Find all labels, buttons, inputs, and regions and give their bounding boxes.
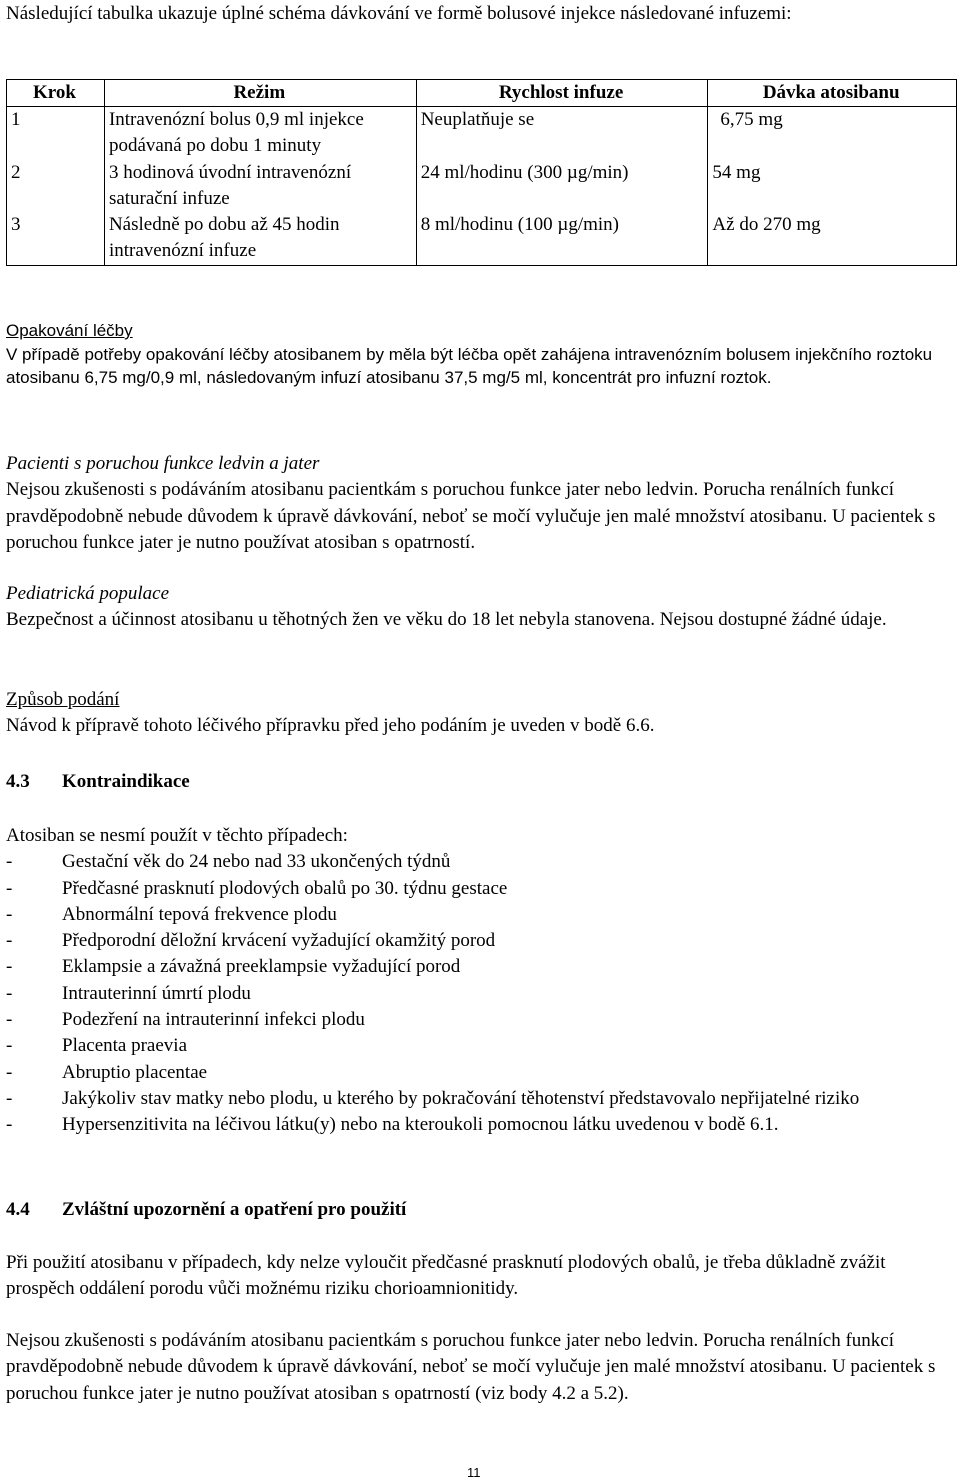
cell-rate: 24 ml/hodinu (300 µg/min) bbox=[416, 160, 708, 213]
list-item: - Abruptio placentae bbox=[6, 1061, 208, 1083]
administration-section bbox=[6, 687, 951, 740]
cell-step: 3 bbox=[7, 212, 105, 265]
cell-rate: Neuplatňuje se bbox=[416, 107, 708, 160]
contraindications-lead: Atosiban se nesmí použít v těchto případech: bbox=[6, 825, 348, 846]
list-item: - Placenta praevia bbox=[6, 1035, 188, 1057]
warnings-paragraph-2: Nejsou zkušenosti s podáváním atosibanu pacientkám s poruchou funkce jater nebo ledvin. Porucha renálních funkcí pravděpodobně nebude důvodem k úpravě dávkování, neboť se močí vylučuje jen malé množství atosibanu. U pacientek s poruchou funkce jater je nutno používat atosiban s opatrností (viz body 4.2 a 5.2). bbox=[6, 1330, 936, 1404]
cell-step: 2 bbox=[7, 160, 105, 213]
list-item: - Hypersenzitivita na léčivou látku(y) nebo na kteroukoli pomocnou látku uvedenou v bodě 6.1. bbox=[6, 1114, 779, 1136]
intro-paragraph: Následující tabulka ukazuje úplné schéma dávkování ve formě bolusové injekce následované infuzemi: bbox=[6, 3, 792, 24]
cell-regime: Intravenózní bolus 0,9 ml injekce podávaná po dobu 1 minuty bbox=[104, 107, 416, 160]
header-rate: Rychlost infuze bbox=[416, 80, 708, 107]
cell-dose: 6,75 mg bbox=[708, 107, 957, 160]
section-title: Zvláštní upozornění a opatření pro použití bbox=[62, 1199, 407, 1220]
pediatric-section bbox=[6, 581, 951, 634]
page-number: 11 bbox=[467, 1465, 481, 1480]
list-item: - Předčasné prasknutí plodových obalů po 30. týdnu gestace bbox=[6, 877, 508, 899]
administration-heading: Způsob podání bbox=[6, 689, 120, 710]
list-item: - Jakýkoliv stav matky nebo plodu, u kterého by pokračování těhotenství představovalo nepřijatelné riziko bbox=[6, 1087, 860, 1109]
repeat-treatment-heading: Opakování léčby bbox=[6, 321, 133, 340]
list-item: - Intrauterinní úmrtí plodu bbox=[6, 982, 251, 1004]
header-regime: Režim bbox=[104, 80, 416, 107]
section-title: Kontraindikace bbox=[62, 771, 190, 792]
cell-rate: 8 ml/hodinu (100 µg/min) bbox=[416, 212, 708, 265]
cell-regime: Následně po dobu až 45 hodin intravenózní infuze bbox=[104, 212, 416, 265]
pediatric-heading: Pediatrická populace bbox=[6, 583, 170, 604]
header-dose: Dávka atosibanu bbox=[708, 80, 957, 107]
pediatric-text: Bezpečnost a účinnost atosibanu u těhotných žen ve věku do 18 let nebyla stanovena. Nejsou dostupné žádné údaje. bbox=[6, 609, 887, 631]
administration-text: Návod k přípravě tohoto léčivého přípravku před jeho podáním je uveden v bodě 6.6. bbox=[6, 715, 655, 737]
contraindications-section bbox=[6, 823, 951, 1139]
renal-hepatic-section bbox=[6, 451, 951, 556]
cell-step: 1 bbox=[7, 107, 105, 160]
list-item: - Eklampsie a závažná preeklampsie vyžadující porod bbox=[6, 956, 461, 978]
table-row bbox=[7, 160, 957, 213]
cell-regime: 3 hodinová úvodní intravenózní saturační infuze bbox=[104, 160, 416, 213]
section-number: 4.3 bbox=[6, 771, 30, 792]
list-item: - Podezření na intrauterinní infekci plodu bbox=[6, 1009, 365, 1031]
table-row bbox=[7, 212, 957, 265]
list-item: - Předporodní děložní krvácení vyžadující okamžitý porod bbox=[6, 930, 496, 952]
renal-hepatic-text: Nejsou zkušenosti s podáváním atosibanu pacientkám s poruchou funkce jater nebo ledvin. Porucha renálních funkcí pravděpodobně nebude důvodem k úpravě dávkování, neboť se močí vylučuje jen malé množství atosibanu. U pacientek s poruchou funkce jater je nutno používat atosiban s opatrností. bbox=[6, 479, 936, 553]
table-header-row bbox=[7, 80, 957, 107]
section-number: 4.4 bbox=[6, 1199, 30, 1220]
header-step: Krok bbox=[7, 80, 105, 107]
repeat-treatment-section bbox=[6, 319, 951, 390]
list-item: - Abnormální tepová frekvence plodu bbox=[6, 903, 337, 925]
warnings-paragraph-1: Při použití atosibanu v případech, kdy nelze vyloučit předčasné prasknutí plodových obalů, je třeba důkladně zvážit prospěch oddálení porodu vůči možnému riziku chorioamnionitidy. bbox=[6, 1252, 886, 1300]
section-4-4-heading bbox=[6, 1197, 951, 1223]
section-4-3-heading bbox=[6, 769, 951, 795]
contraindications-list bbox=[6, 849, 951, 1138]
table-row bbox=[7, 107, 957, 160]
renal-hepatic-heading: Pacienti s poruchou funkce ledvin a jater bbox=[6, 453, 320, 474]
list-item: - Gestační věk do 24 nebo nad 33 ukončených týdnů bbox=[6, 851, 451, 873]
cell-dose: Až do 270 mg bbox=[708, 212, 957, 265]
dosing-table bbox=[6, 79, 957, 266]
cell-dose: 54 mg bbox=[708, 160, 957, 213]
repeat-treatment-text: V případě potřeby opakování léčby atosibanem by měla být léčba opět zahájena intravenózním bolusem injekčního roztoku atosibanu 6,75 mg/0,9 ml, následovaným infuzí atosibanu 37,5 mg/5 ml, koncentrát pro infuzní roztok. bbox=[6, 344, 933, 387]
